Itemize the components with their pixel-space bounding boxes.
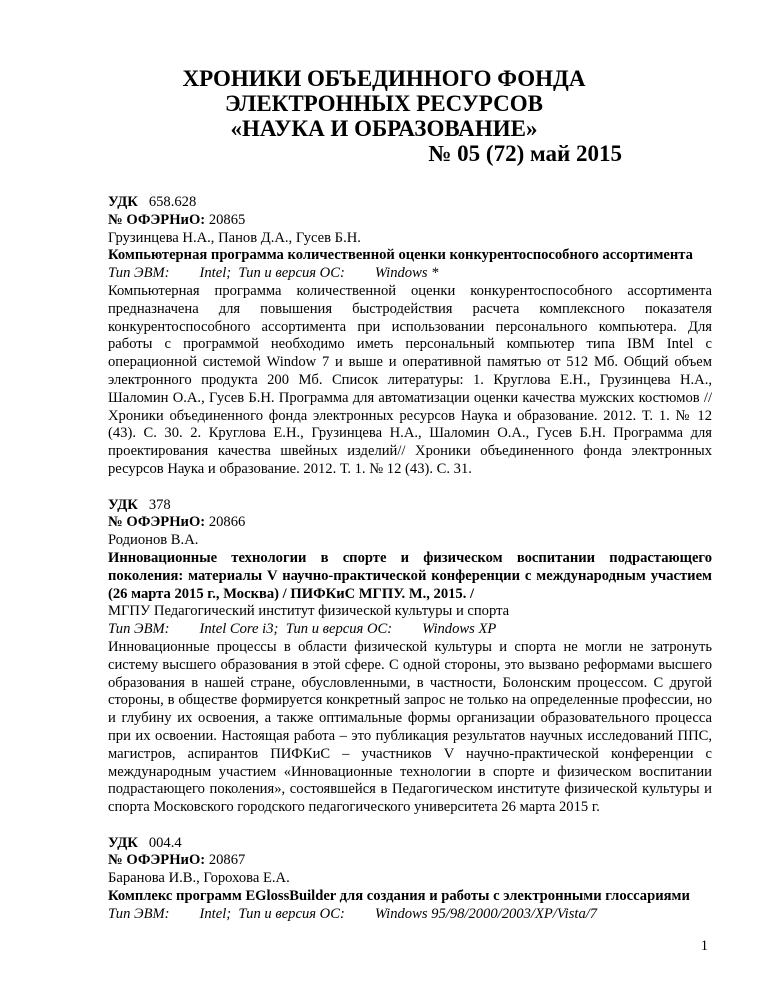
ofernio-label: № ОФЭРНиО: (108, 211, 206, 228)
record-title: Инновационные технологии в спорте и физическом воспитании подрастающего поколения: материалы V научно-практической конференции с международным участием (26 марта 2015 г., Москва) / ПИФКиС МГПУ. М., 2015. / (108, 549, 712, 602)
os-value: Windows 95/98/2000/2003/XP/Vista/7 (374, 905, 598, 922)
ofernio-line (108, 852, 712, 870)
title-line-3: «НАУКА И ОБРАЗОВАНИЕ» (230, 116, 538, 141)
udk-label: УДК (108, 496, 138, 513)
ofernio-label: № ОФЭРНиО: (108, 852, 206, 869)
evm-label: Тип ЭВМ: (108, 905, 170, 922)
ofernio-line (108, 514, 712, 532)
evm-value: Intel Core i3; (199, 621, 279, 638)
title-line-1: ХРОНИКИ ОБЪЕДИННОГО ФОНДА (182, 66, 586, 91)
udk-line (108, 835, 712, 853)
platform-line (108, 265, 712, 283)
udk-line (108, 497, 712, 515)
record-authors: Баранова И.В., Горохова Е.А. (108, 870, 290, 887)
journal-title (0, 66, 768, 166)
record-title: Комплекс программ EGlossBuilder для создания и работы с электронными глоссариями (108, 888, 690, 905)
ofernio-line (108, 212, 712, 230)
udk-label: УДК (108, 194, 138, 210)
record-abstract: Инновационные процессы в области физической культуры и спорта не могли не затронуть систему высшего образования в этой сфере. С одной стороны, это вызвано реформами высшего образования в нашей стране, обусловленными, в частности, Болонским процессом. С другой стороны, в обществе формируется конкретный запрос не только на определенные профессии, но и глубину их освоения, а также оптимальные формы организации образовательного процесса при их освоении. Настоящая работа – это публикация результатов научных исследований ППС, магистров, аспирантов ПИФКиС – участников V научно-практической конференции с международным участием «Инновационные технологии в спорте и физическом воспитании подрастающего поколения», состоявшейся в Педагогическом институте физической культуры и спорта Московского городского педагогического университета 26 марта 2015 г. (108, 638, 712, 816)
title-line-2: ЭЛЕКТРОННЫХ РЕСУРСОВ (225, 91, 543, 116)
os-label: Тип и версия ОС: (238, 265, 345, 282)
page-number: 1 (700, 938, 708, 954)
record-title: Компьютерная программа количественной оценки конкурентоспособного ассортимента (108, 247, 693, 264)
evm-value: Intel; (199, 265, 232, 282)
platform-line (108, 621, 712, 639)
record-organization: МГПУ Педагогический институт физической культуры и спорта (108, 603, 510, 620)
ofernio-value: 20865 (208, 211, 246, 228)
ofernio-value: 20866 (208, 514, 246, 531)
os-label: Тип и версия ОС: (285, 621, 393, 638)
record-authors: Родионов В.А. (108, 532, 199, 549)
udk-value: 378 (148, 496, 171, 513)
ofernio-label: № ОФЭРНиО: (108, 514, 206, 531)
ofernio-value: 20867 (208, 852, 246, 869)
udk-label: УДК (108, 834, 138, 851)
issue-number: № 05 (72) май 2015 (428, 141, 622, 166)
evm-label: Тип ЭВМ: (108, 621, 170, 638)
records-list (108, 194, 712, 941)
os-value: Windows * (374, 265, 439, 282)
os-value: Windows XP (422, 621, 497, 638)
record-authors: Грузинцева Н.А., Панов Д.А., Гусев Б.Н. (108, 229, 361, 246)
record-abstract: Компьютерная программа количественной оценки конкурентоспособного ассортимента предназначена для повышения быстродействия расчета комплексного показателя конкурентоспособного ассортимента при использовании персонального компьютера. Для работы с программой необходимо иметь персональный компьютер типа IBM Intel с операционной системой Window 7 и выше и оперативной памятью от 512 Мб. Общий объем электронного продукта 200 Мб. Список литературы: 1. Круглова Е.Н., Грузинцева Н.А., Шаломин О.А., Гусев Б.Н. Программа для автоматизации оценки качества мужских костюмов // Хроники объединенного фонда электронных ресурсов Наука и образование. 2012. Т. 1. № 12 (43). С. 30. 2. Круглова Е.Н., Грузинцева Н.А., Шаломин О.А., Гусев Б.Н. Программа для проектирования качества швейных изделий// Хроники объединенного фонда электронных ресурсов Наука и образование. 2012. Т. 1. № 12 (43). С. 31. (108, 282, 712, 477)
record-entry (108, 194, 712, 479)
platform-line (108, 906, 712, 924)
udk-value: 004.4 (148, 834, 182, 851)
evm-label: Тип ЭВМ: (108, 265, 170, 282)
udk-line (108, 194, 712, 212)
udk-value: 658.628 (148, 194, 197, 210)
os-label: Тип и версия ОС: (238, 905, 345, 922)
evm-value: Intel; (199, 905, 232, 922)
record-entry (108, 835, 712, 924)
record-entry (108, 497, 712, 817)
